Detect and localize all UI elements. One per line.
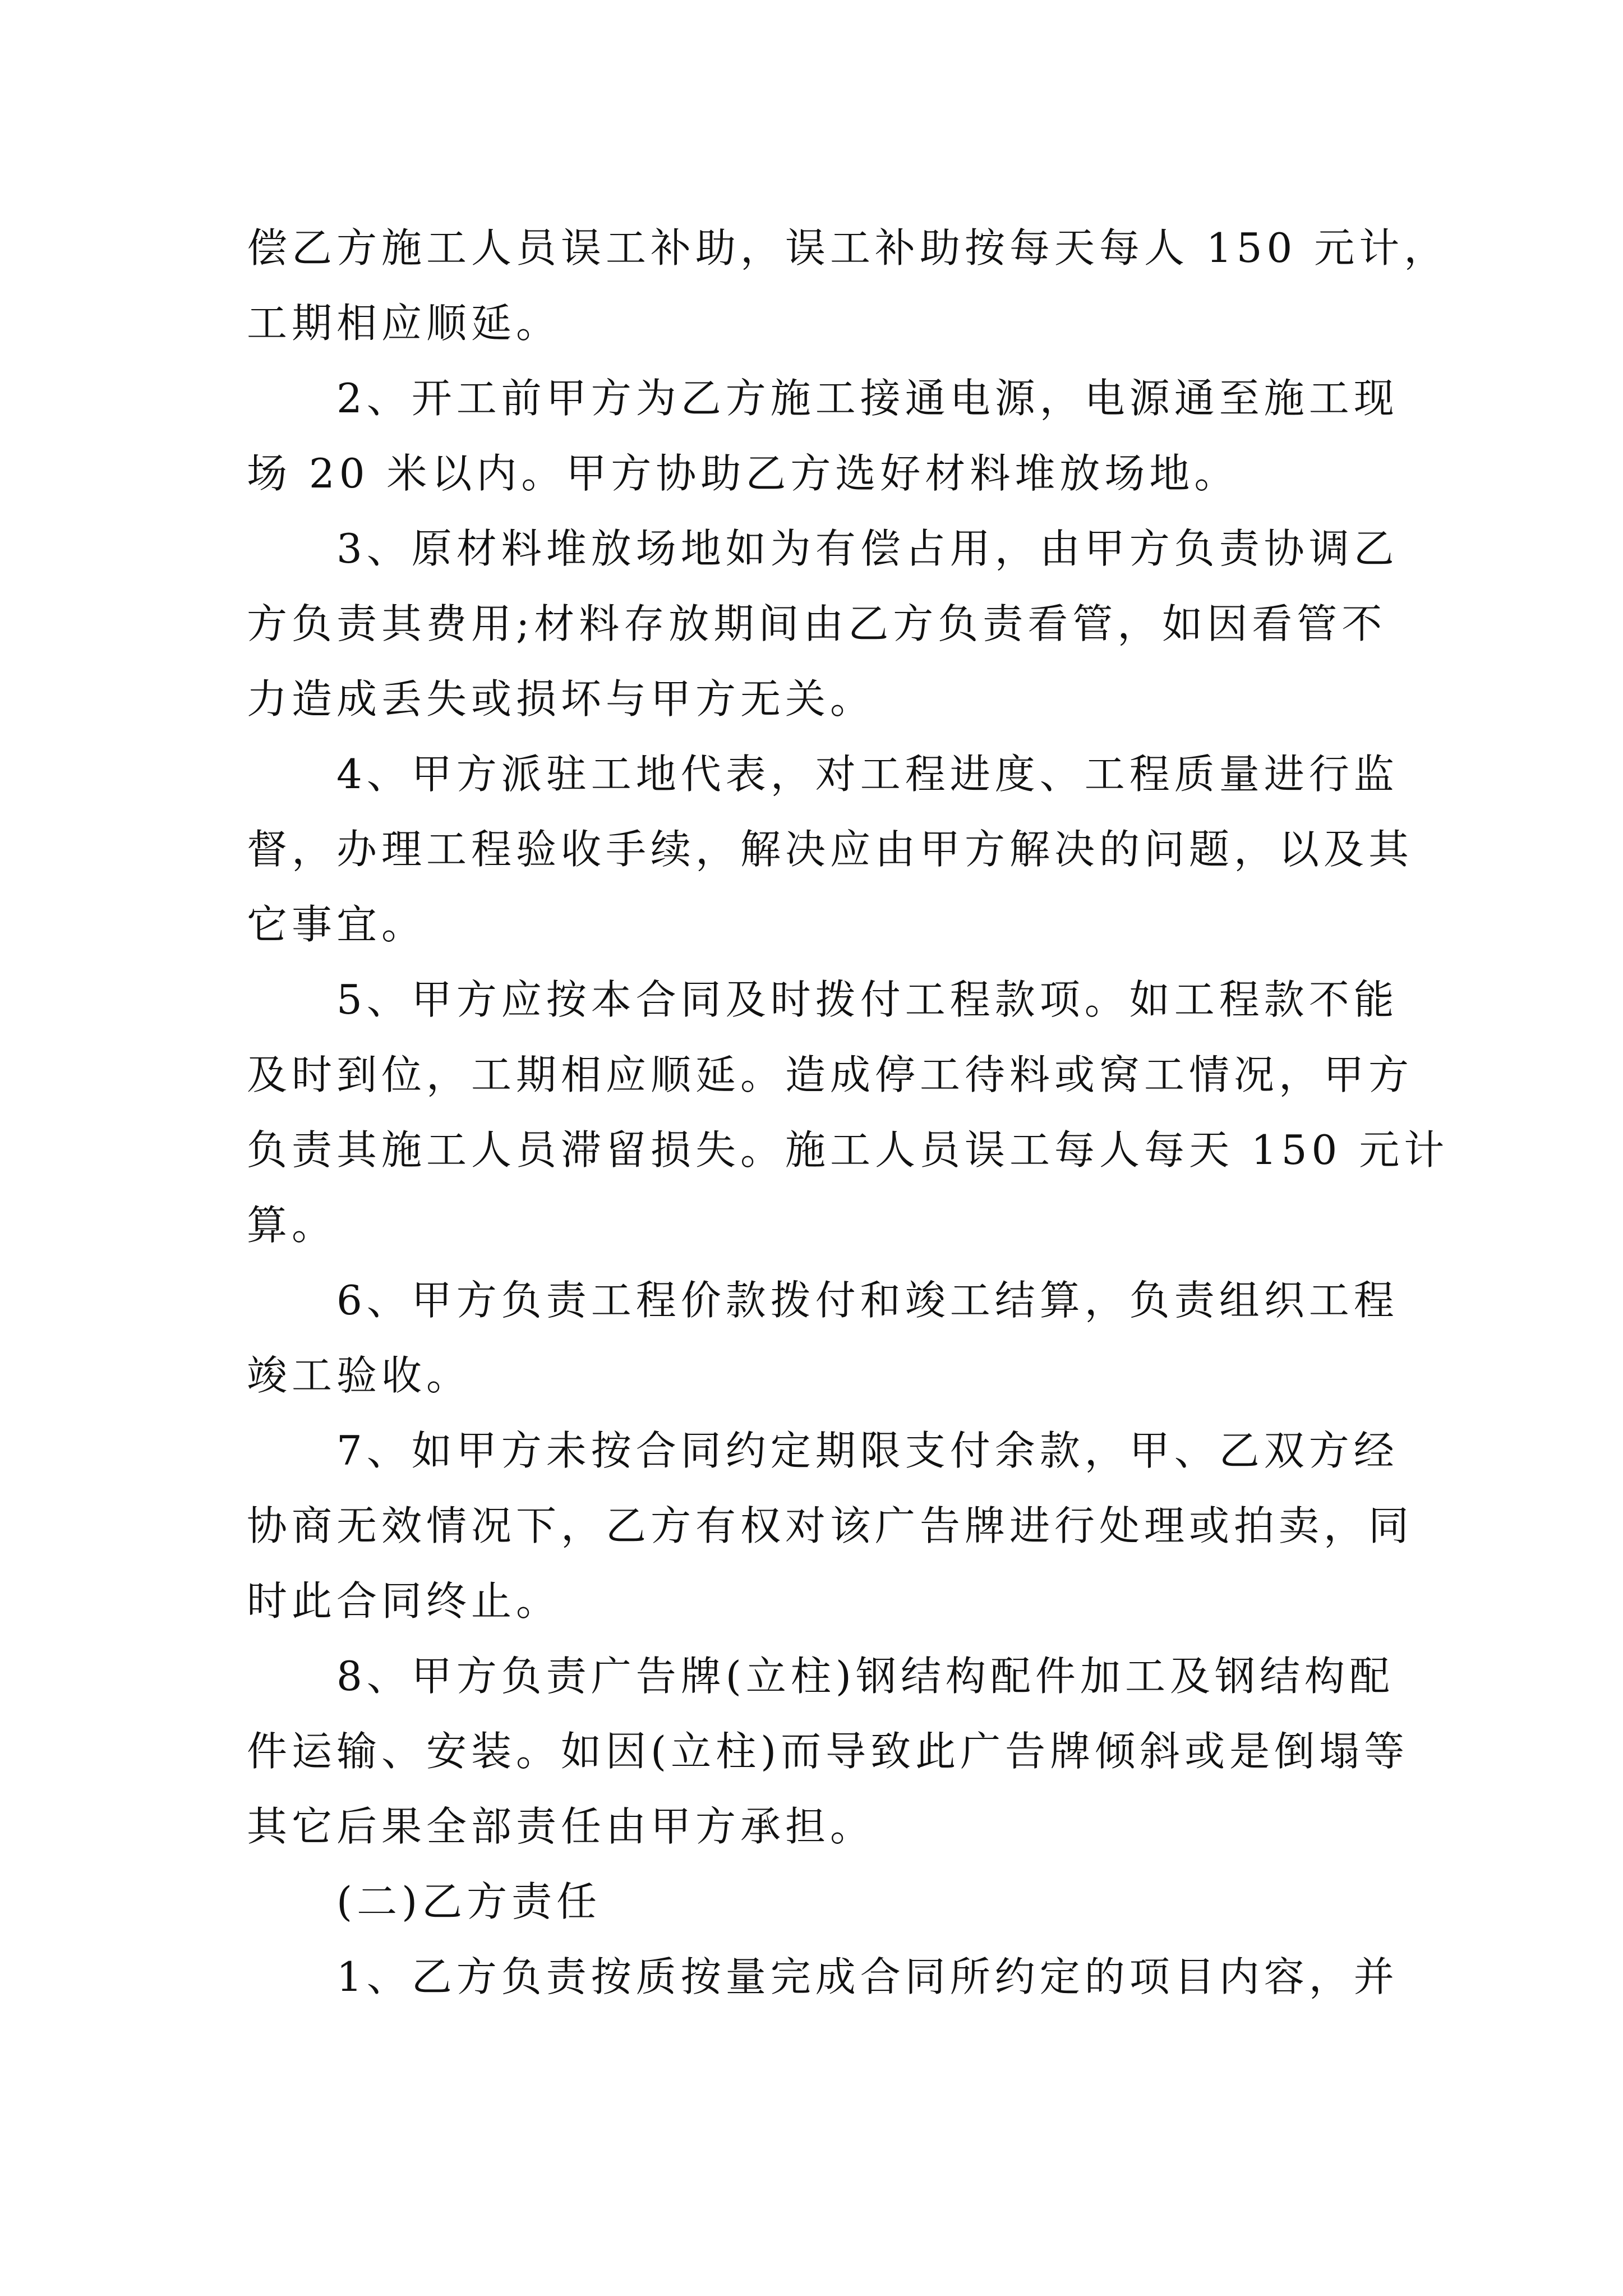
text-line: 方负责其费用;材料存放期间由乙方负责看管，如因看管不 — [247, 600, 1387, 647]
text-line: 场 20 米以内。甲方协助乙方选好材料堆放场地。 — [247, 450, 1239, 497]
text-line: 3、原材料堆放场地如为有偿占用，由甲方负责协调乙 — [336, 525, 1399, 572]
text-line: 件运输、安装。如因(立柱)而导致此广告牌倾斜或是倒塌等 — [247, 1728, 1409, 1775]
text-line: 8、甲方负责广告牌(立柱)钢结构配件加工及钢结构配 — [336, 1653, 1394, 1700]
text-line: 其它后果全部责任由甲方承担。 — [247, 1803, 875, 1850]
text-line: 竣工验收。 — [247, 1352, 472, 1399]
text-line: 工期相应顺延。 — [247, 300, 561, 347]
text-line: 力造成丢失或损坏与甲方无关。 — [247, 675, 875, 723]
text-line: 时此合同终止。 — [247, 1577, 561, 1625]
text-line: 2、开工前甲方为乙方施工接通电源，电源通至施工现 — [336, 375, 1399, 422]
text-line: 7、如甲方未按合同约定期限支付余款，甲、乙双方经 — [336, 1427, 1399, 1474]
text-line: 4、甲方派驻工地代表，对工程进度、工程质量进行监 — [336, 751, 1399, 798]
text-line: 算。 — [247, 1202, 337, 1249]
text-line: 6、甲方负责工程价款拨付和竣工结算，负责组织工程 — [336, 1277, 1399, 1324]
text-line: 偿乙方施工人员误工补助，误工补助按每天每人 150 元计， — [247, 224, 1449, 272]
text-line: 督，办理工程验收手续，解决应由甲方解决的问题，以及其 — [247, 826, 1414, 873]
text-line: 它事宜。 — [247, 901, 427, 948]
contract-body-text — [247, 210, 1449, 2014]
text-line: 负责其施工人员滞留损失。施工人员误工每人每天 150 元计 — [247, 1126, 1449, 1174]
text-line: 5、甲方应按本合同及时拨付工程款项。如工程款不能 — [336, 976, 1399, 1023]
text-line: 及时到位，工期相应顺延。造成停工待料或窝工情况，甲方 — [247, 1051, 1414, 1098]
text-line: 协商无效情况下，乙方有权对该广告牌进行处理或拍卖，同 — [247, 1502, 1414, 1549]
text-line: (二)乙方责任 — [336, 1878, 602, 1925]
text-line: 1、乙方负责按质按量完成合同所约定的项目内容，并 — [336, 1953, 1399, 2000]
